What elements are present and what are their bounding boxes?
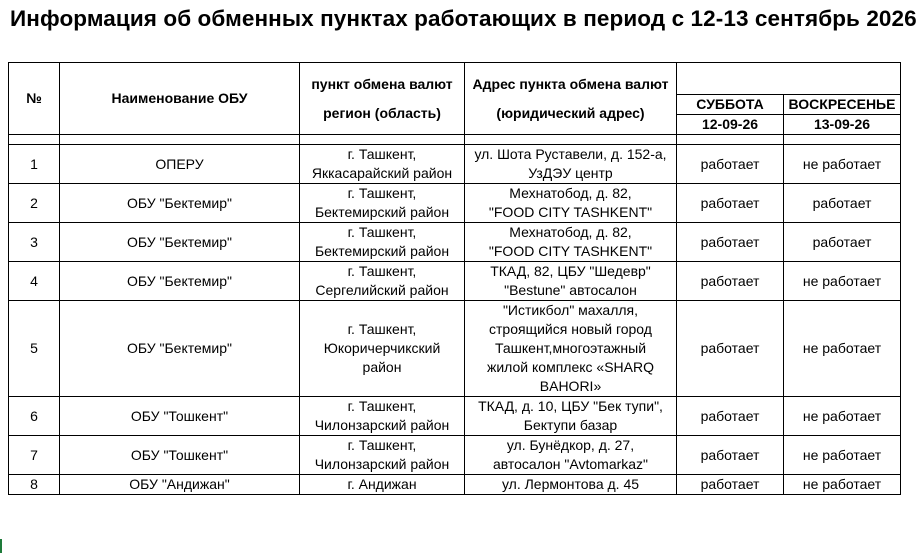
region-cell-line: Бектемирский район: [314, 204, 450, 220]
region-cell-line: г. Ташкент,: [347, 224, 417, 240]
region-cell-line: район: [362, 359, 402, 375]
address-cell: [465, 145, 677, 184]
sunday-status: работает: [784, 184, 901, 223]
saturday-status: работает: [677, 397, 784, 436]
region-cell: [300, 397, 465, 436]
address-cell-line: "FOOD CITY TASHKENT": [488, 204, 653, 220]
address-cell-line: Бектупи базар: [523, 417, 618, 433]
region-cell-line: г. Ташкент,: [347, 437, 417, 453]
sunday-status: не работает: [784, 145, 901, 184]
header-region-line2: регион (область): [323, 104, 441, 121]
row-number: 6: [9, 397, 60, 436]
sheet-edge-marker: [0, 539, 2, 553]
address-cell: [465, 397, 677, 436]
region-cell: [300, 301, 465, 397]
address-cell-line: ул. Бунёдкор, д. 27,: [506, 437, 635, 453]
row-number: 8: [9, 475, 60, 495]
address-cell-line: ул. Шота Руставели, д. 152-а,: [474, 146, 667, 162]
header-saturday: СУББОТА: [677, 95, 784, 115]
branch-name: ОБУ "Тошкент": [60, 397, 300, 436]
row-number: 2: [9, 184, 60, 223]
region-cell: [300, 184, 465, 223]
address-cell: [465, 475, 677, 495]
saturday-status: работает: [677, 301, 784, 397]
row-number: 5: [9, 301, 60, 397]
table-row: [9, 475, 901, 495]
address-cell-line: "FOOD CITY TASHKENT": [488, 243, 653, 259]
saturday-status: работает: [677, 436, 784, 475]
region-cell-line: г. Ташкент,: [347, 321, 417, 337]
row-number: 7: [9, 436, 60, 475]
header-address-line1: Адрес пункта обмена валют: [472, 75, 669, 92]
region-cell: [300, 223, 465, 262]
address-cell-line: Ташкент,многоэтажный: [494, 340, 647, 356]
header-name: Наименование ОБУ: [60, 63, 300, 135]
address-cell-line: УзДЭУ центр: [528, 165, 613, 181]
table-row: [9, 262, 901, 301]
sunday-status: не работает: [784, 262, 901, 301]
saturday-status: работает: [677, 145, 784, 184]
table-row: [9, 301, 901, 397]
address-cell-line: BAHORI»: [539, 378, 602, 394]
address-cell: [465, 184, 677, 223]
branch-name: ОБУ "Бектемир": [60, 262, 300, 301]
spacer-row: [9, 135, 901, 145]
region-cell: [300, 145, 465, 184]
branch-name: ОБУ "Бектемир": [60, 223, 300, 262]
region-cell-line: г. Ташкент,: [347, 263, 417, 279]
header-region: [300, 63, 465, 135]
row-number: 3: [9, 223, 60, 262]
region-cell: [300, 436, 465, 475]
branch-name: ОБУ "Андижан": [60, 475, 300, 495]
address-cell: [465, 223, 677, 262]
exchange-points-table: [8, 62, 901, 495]
header-address-line2: (юридический адрес): [496, 104, 645, 121]
saturday-status: работает: [677, 184, 784, 223]
region-cell-line: Чилонзарский район: [314, 456, 450, 472]
address-cell: [465, 301, 677, 397]
row-number: 4: [9, 262, 60, 301]
table-row: [9, 145, 901, 184]
region-cell-line: Чилонзарский район: [314, 417, 450, 433]
saturday-status: работает: [677, 262, 784, 301]
header-sunday: ВОСКРЕСЕНЬЕ: [784, 95, 901, 115]
region-cell-line: Сергелийский район: [315, 282, 449, 298]
sunday-status: не работает: [784, 301, 901, 397]
table-row: [9, 436, 901, 475]
address-cell-line: ТКАД, 82, ЦБУ "Шедевр": [490, 263, 651, 279]
saturday-status: работает: [677, 475, 784, 495]
header-num: №: [9, 63, 60, 135]
region-cell-line: г. Ташкент,: [347, 146, 417, 162]
sunday-status: не работает: [784, 397, 901, 436]
region-cell-line: г. Ташкент,: [347, 398, 417, 414]
header-address: [465, 63, 677, 135]
sunday-status: работает: [784, 223, 901, 262]
table-row: [9, 184, 901, 223]
branch-name: ОБУ "Бектемир": [60, 184, 300, 223]
address-cell-line: жилой комплекс «SHARQ: [487, 359, 654, 375]
sunday-status: не работает: [784, 475, 901, 495]
address-cell-line: строящийся новый город: [489, 321, 652, 337]
table-row: [9, 223, 901, 262]
region-cell-line: Бектемирский район: [314, 243, 450, 259]
header-days-blank: [677, 63, 901, 95]
address-cell-line: "Bestune" автосалон: [504, 282, 637, 298]
branch-name: ОПЕРУ: [60, 145, 300, 184]
header-sunday-date: 13-09-26: [784, 115, 901, 135]
saturday-status: работает: [677, 223, 784, 262]
region-cell-line: г. Ташкент,: [347, 185, 417, 201]
region-cell-line: Яккасарайский район: [311, 165, 453, 181]
address-cell-line: Мехнатобод, д. 82,: [509, 224, 632, 240]
address-cell-line: ТКАД, д. 10, ЦБУ "Бек тупи",: [478, 398, 663, 414]
region-cell-line: Юкоричерчикский: [323, 340, 441, 356]
address-cell: [465, 262, 677, 301]
address-cell-line: ул. Лермонтова д. 45: [501, 476, 640, 492]
row-number: 1: [9, 145, 60, 184]
region-cell: [300, 262, 465, 301]
table-row: [9, 397, 901, 436]
region-cell: [300, 475, 465, 495]
branch-name: ОБУ "Бектемир": [60, 301, 300, 397]
branch-name: ОБУ "Тошкент": [60, 436, 300, 475]
address-cell: [465, 436, 677, 475]
sunday-status: не работает: [784, 436, 901, 475]
header-saturday-date: 12-09-26: [677, 115, 784, 135]
address-cell-line: Мехнатобод, д. 82,: [509, 185, 632, 201]
header-region-line1: пункт обмена валют: [311, 75, 453, 92]
page-title: Информация об обменных пунктах работающих в период с 12-13 сентябрь 2026: [10, 6, 917, 31]
region-cell-line: г. Андижан: [347, 476, 417, 492]
address-cell-line: "Истикбол" махалля,: [502, 302, 639, 318]
address-cell-line: автосалон "Avtomarkaz": [492, 456, 649, 472]
